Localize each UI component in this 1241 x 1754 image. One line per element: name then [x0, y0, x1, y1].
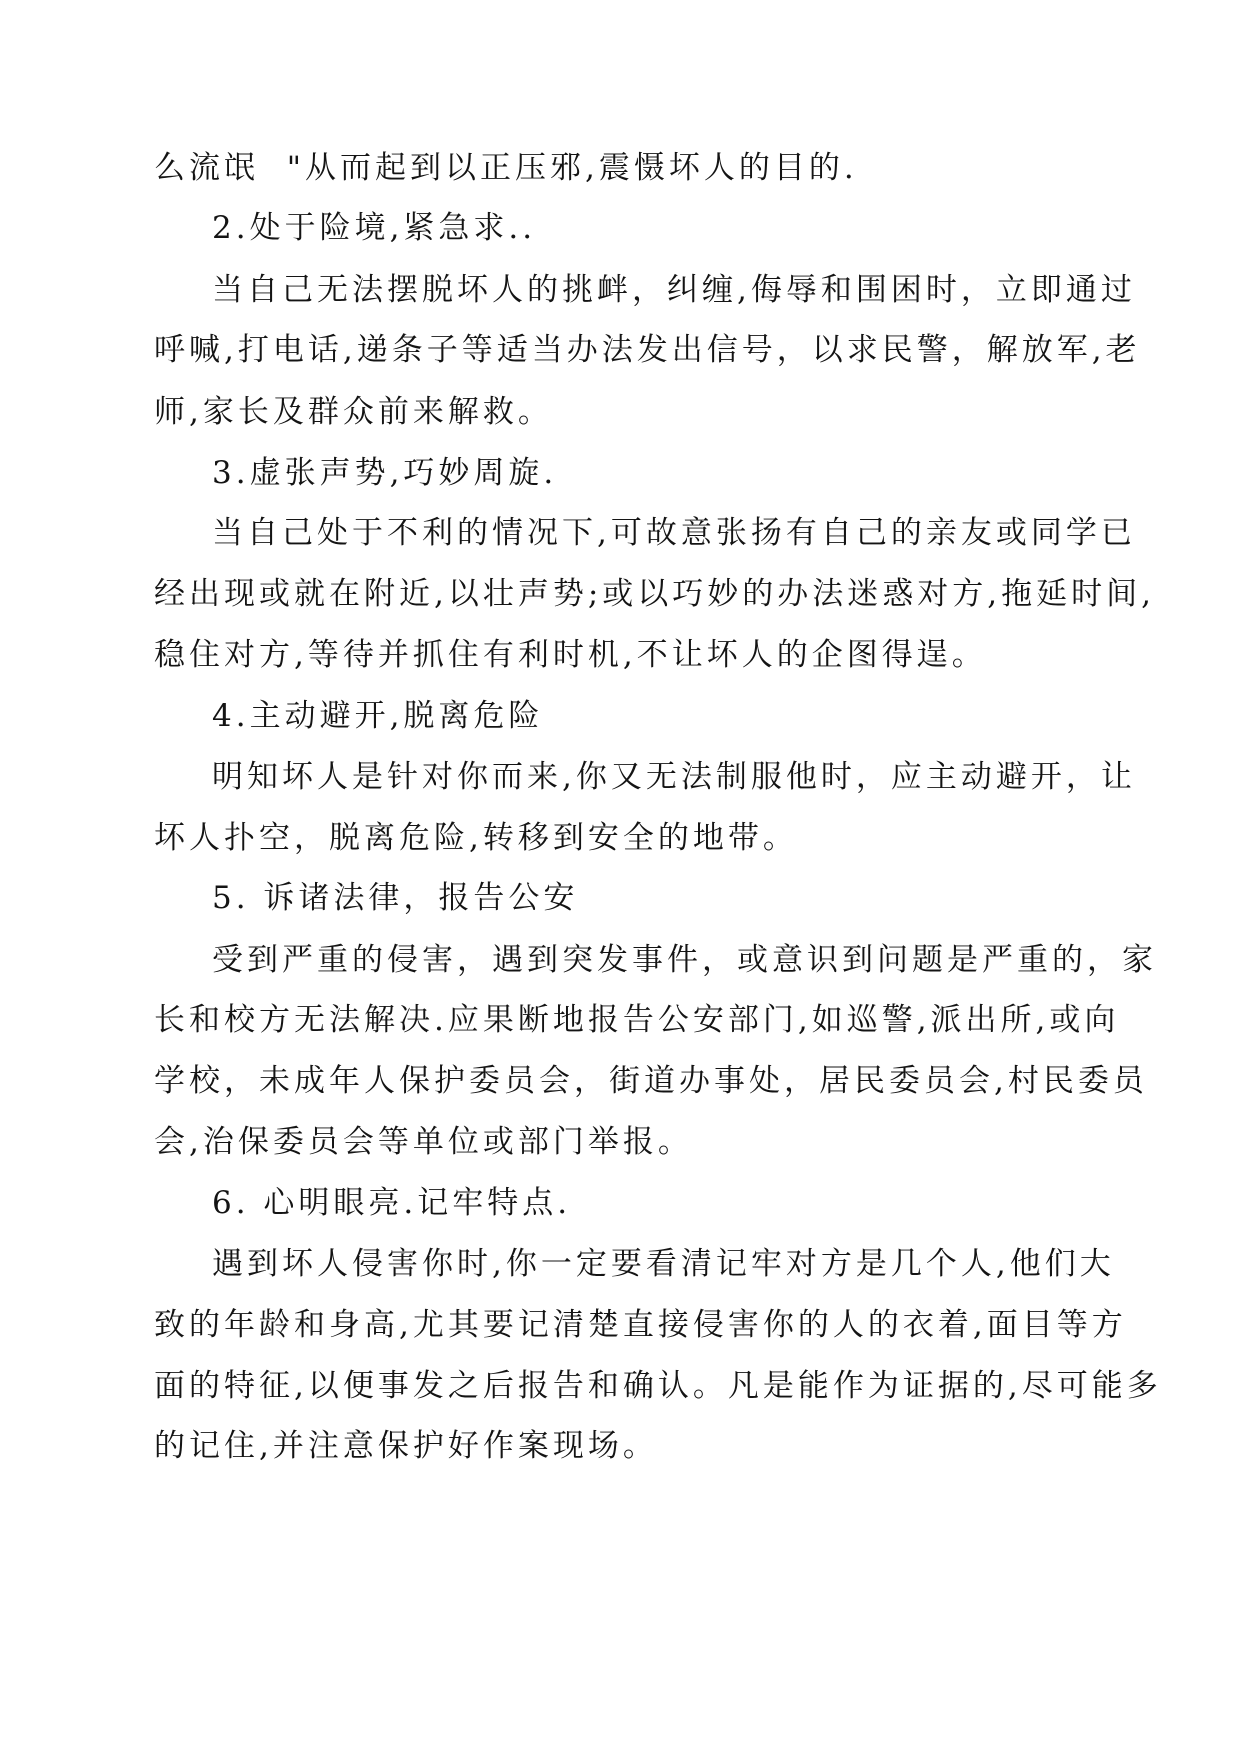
text-line-12: 坏人扑空，脱离危险,转移到安全的地带。 — [154, 820, 798, 856]
text-line-8: 经出现或就在附近,以壮声势;或以巧妙的办法迷惑对方,拖延时间, — [154, 576, 1156, 612]
text-line-11: 明知坏人是针对你而来,你又无法制服他时，应主动避开，让 — [212, 759, 1136, 795]
text-line-5: 师,家长及群众前来解救。 — [154, 394, 553, 430]
heading-6: 6. 心明眼亮.记牢特点. — [212, 1185, 572, 1221]
text-line-7: 当自己处于不利的情况下,可故意张扬有自己的亲友或同学已 — [212, 515, 1136, 551]
text-line-20: 致的年龄和身高,尤其要记清楚直接侵害你的人的衣着,面目等方 — [154, 1307, 1127, 1343]
text-line-3: 当自己无法摆脱坏人的挑衅，纠缠,侮辱和围困时，立即通过 — [212, 272, 1136, 308]
heading-2: 2.处于险境,紧急求.. — [212, 210, 537, 246]
heading-3: 3.虚张声势,巧妙周旋. — [212, 455, 558, 491]
heading-4: 4.主动避开,脱离危险 — [212, 698, 544, 734]
text-line-19: 遇到坏人侵害你时,你一定要看清记牢对方是几个人,他们大 — [212, 1246, 1115, 1282]
text-line-22: 的记住,并注意保护好作案现场。 — [154, 1428, 658, 1464]
text-line-1: 么流氓 "从而起到以正压邪,震慑坏人的目的. — [154, 150, 858, 186]
text-line-9: 稳住对方,等待并抓住有利时机,不让坏人的企图得逞。 — [154, 637, 987, 673]
text-line-17: 会,治保委员会等单位或部门举报。 — [154, 1124, 693, 1160]
heading-5: 5. 诉诸法律，报告公安 — [212, 880, 579, 916]
text-line-16: 学校，未成年人保护委员会，街道办事处，居民委员会,村民委员 — [154, 1063, 1148, 1099]
text-line-14: 受到严重的侵害，遇到突发事件，或意识到问题是严重的，家 — [212, 942, 1157, 978]
text-line-21: 面的特征,以便事发之后报告和确认。凡是能作为证据的,尽可能多 — [154, 1368, 1162, 1404]
text-line-15: 长和校方无法解决.应果断地报告公安部门,如巡警,派出所,或向 — [154, 1002, 1120, 1038]
text-line-4: 呼喊,打电话,递条子等适当办法发出信号，以求民警，解放军,老 — [154, 332, 1141, 368]
